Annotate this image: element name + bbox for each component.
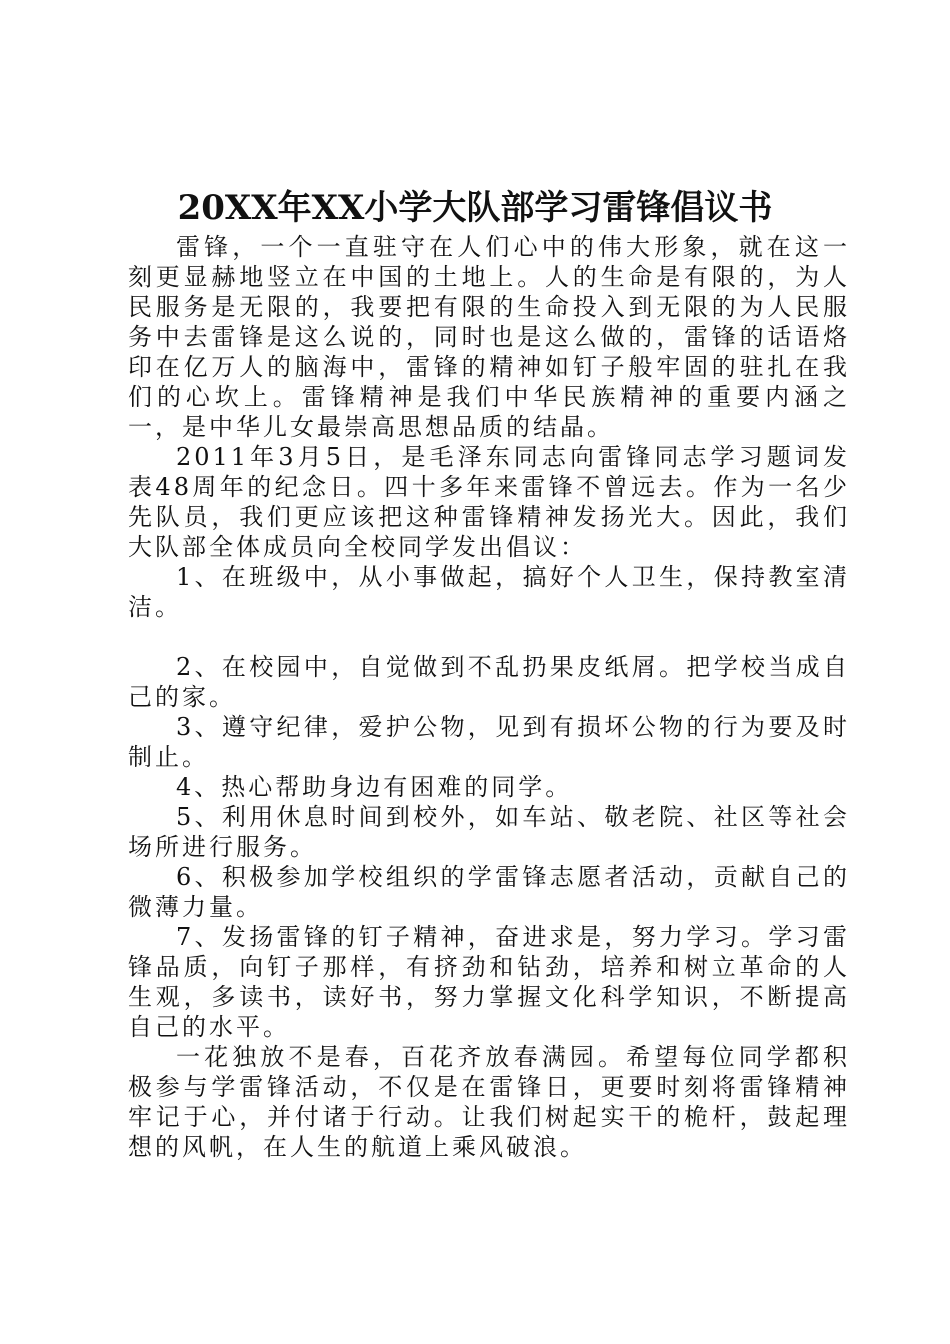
paragraph-date: 2011年3月5日，是毛泽东同志向雷锋同志学习题词发表48周年的纪念日。四十多年来雷锋不曾远去。作为一名少先队员，我们更应该把这种雷锋精神发扬光大。因此，我们大队部全体成员向全校同学发出倡议： <box>128 443 850 561</box>
paragraph-closing: 一花独放不是春，百花齐放春满园。希望每位同学都积极参与学雷锋活动，不仅是在雷锋日，更要时刻将雷锋精神牢记于心，并付诸于行动。让我们树起实干的桅杆，鼓起理想的风帆，在人生的航道上乘风破浪。 <box>128 1043 850 1161</box>
proposal-item-2: 2、在校园中，自觉做到不乱扔果皮纸屑。把学校当成自己的家。 <box>128 653 850 711</box>
proposal-item-6: 6、积极参加学校组织的学雷锋志愿者活动，贡献自己的微薄力量。 <box>128 863 850 921</box>
document-body <box>128 232 850 1162</box>
proposal-item-7: 7、发扬雷锋的钉子精神，奋进求是，努力学习。学习雷锋品质，向钉子那样，有挤劲和钻劲，培养和树立革命的人生观，多读书，读好书，努力掌握文化科学知识，不断提高自己的水平。 <box>128 923 850 1041</box>
proposal-item-4: 4、热心帮助身边有困难的同学。 <box>176 773 573 801</box>
document-title: 20XX年XX小学大队部学习雷锋倡议书 <box>177 188 773 228</box>
proposal-item-5: 5、利用休息时间到校外，如车站、敬老院、社区等社会场所进行服务。 <box>128 803 850 861</box>
proposal-item-3: 3、遵守纪律，爱护公物，见到有损坏公物的行为要及时制止。 <box>128 713 850 771</box>
proposal-item-1: 1、在班级中，从小事做起，搞好个人卫生，保持教室清洁。 <box>128 563 850 621</box>
blank-line <box>128 622 850 652</box>
paragraph-intro: 雷锋，一个一直驻守在人们心中的伟大形象，就在这一刻更显赫地竖立在中国的土地上。人的生命是有限的，为人民服务是无限的，我要把有限的生命投入到无限的为人民服务中去雷锋是这么说的，同时也是这么做的，雷锋的话语烙印在亿万人的脑海中，雷锋的精神如钉子般牢固的驻扎在我们的心坎上。雷锋精神是我们中华民族精神的重要内涵之一，是中华儿女最崇高思想品质的结晶。 <box>128 233 850 441</box>
